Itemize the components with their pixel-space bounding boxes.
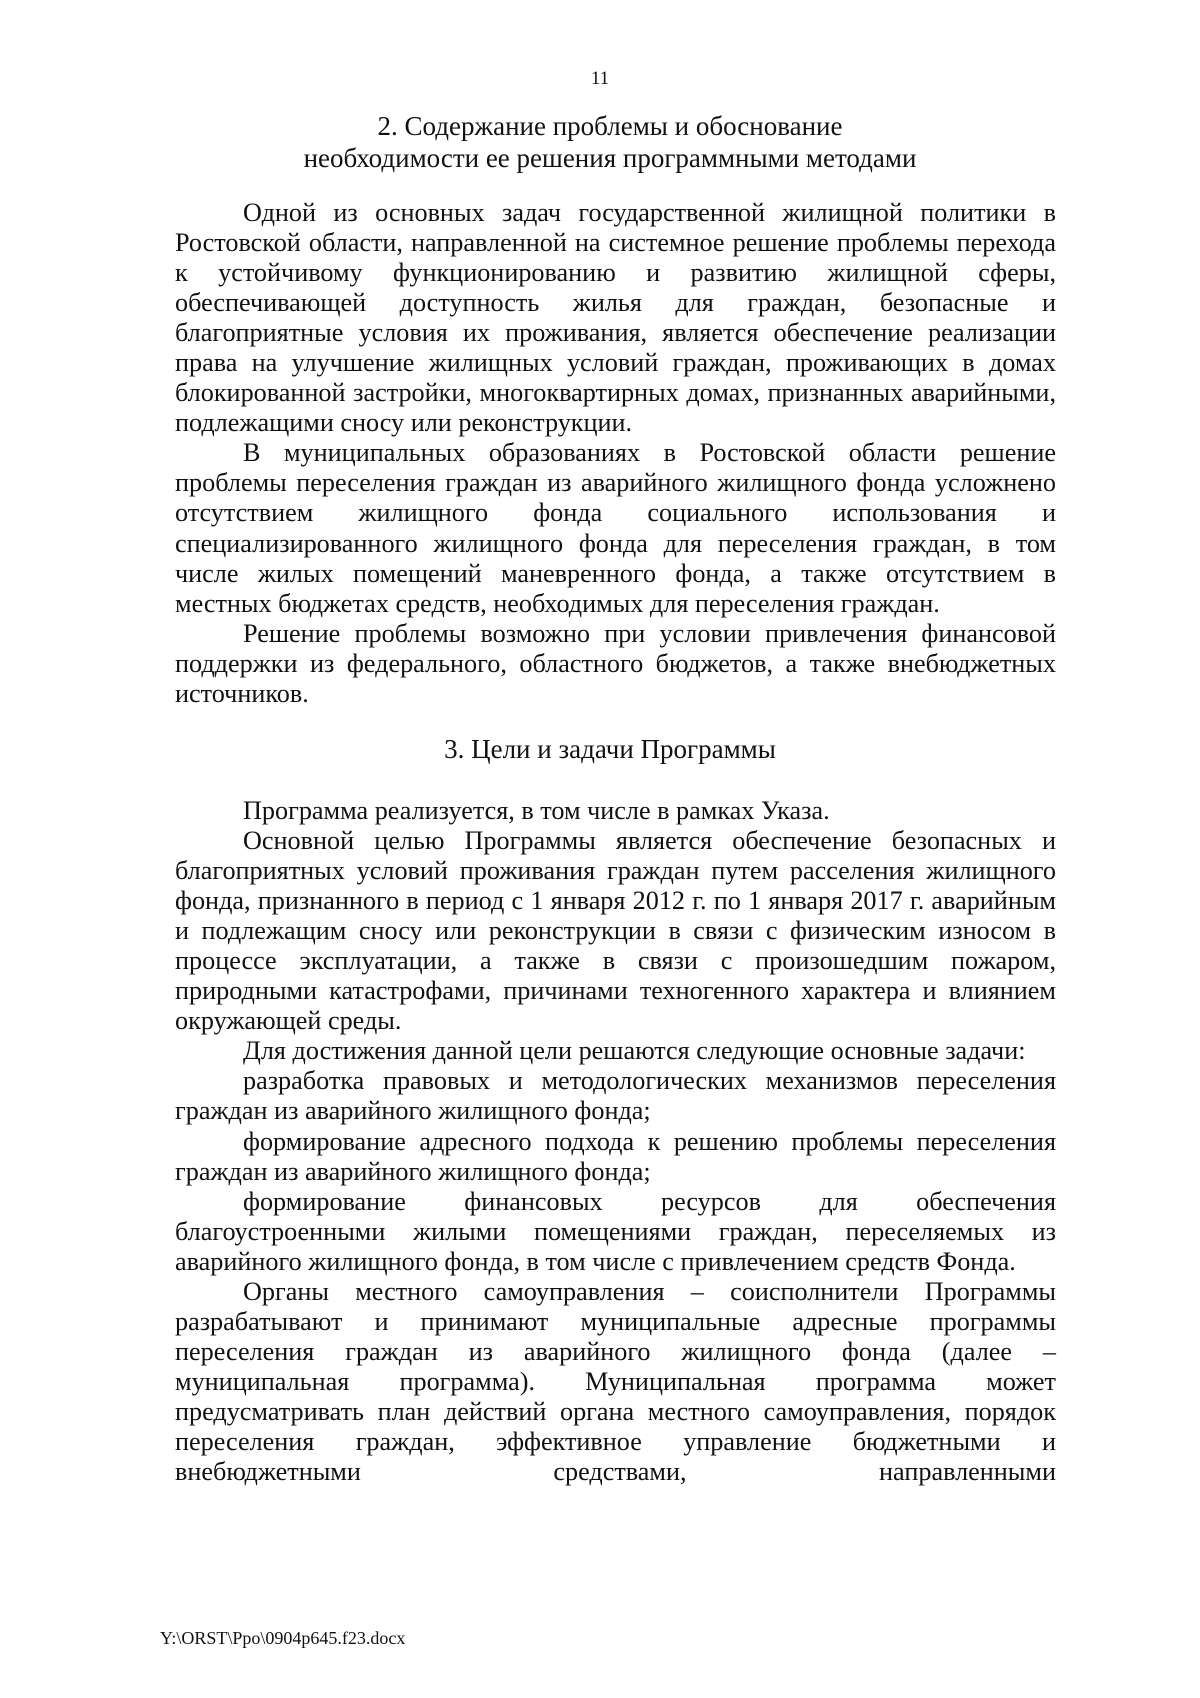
section-2-body bbox=[175, 198, 1056, 709]
section-2-title-line-2: необходимости ее решения программными методами bbox=[303, 143, 917, 173]
paragraph: разработка правовых и методологических механизмов переселения граждан из аварийного жилищного фонда; bbox=[175, 1066, 1056, 1126]
paragraph: Решение проблемы возможно при условии привлечения финансовой поддержки из федерального, областного бюджетов, а также внебюджетных источников. bbox=[175, 618, 1056, 708]
section-3-body bbox=[175, 796, 1056, 1487]
paragraph: Для достижения данной цели решаются следующие основные задачи: bbox=[243, 1036, 1026, 1066]
section-2-heading bbox=[160, 110, 1060, 174]
paragraph: Органы местного самоуправления – соисполнители Программы разрабатывают и принимают муниципальные адресные программы переселения граждан из аварийного жилищного фонда (далее – муниципальная программа). Муниципальная программа может предусматривать план действий органа местного самоуправления, порядок переселения граждан, эффективное управление бюджетными и внебюджетными средствами, направленными bbox=[175, 1276, 1056, 1487]
paragraph: Одной из основных задач государственной жилищной политики в Ростовской области, направленной на системное решение проблемы перехода к устойчивому функционированию и развитию жилищной сферы, обеспечивающей доступность жилья для граждан, безопасные и благоприятные условия их проживания, является обеспечение реализации права на улучшение жилищных условий граждан, проживающих в домах блокированной застройки, многоквартирных домах, признанных аварийными, подлежащими сносу или реконструкции. bbox=[175, 198, 1056, 438]
footer-file-path: Y:\ORST\Ppo\0904p645.f23.docx bbox=[160, 1628, 406, 1648]
section-3-heading: 3. Цели и задачи Программы bbox=[444, 734, 776, 764]
paragraph: формирование финансовых ресурсов для обеспечения благоустроенными жилыми помещениями граждан, переселяемых из аварийного жилищного фонда, в том числе с привлечением средств Фонда. bbox=[175, 1186, 1056, 1276]
paragraph: Программа реализуется, в том числе в рамках Указа. bbox=[243, 796, 830, 825]
section-2-title-line-1: 2. Содержание проблемы и обоснование bbox=[377, 111, 843, 141]
paragraph: В муниципальных образованиях в Ростовской области решение проблемы переселения граждан из аварийного жилищного фонда усложнено отсутствием жилищного фонда социального использования и специализированного жилищного фонда для переселения граждан, в том числе жилых помещений маневренного фонда, а также отсутствием в местных бюджетах средств, необходимых для переселения граждан. bbox=[175, 438, 1056, 618]
page-number: 11 bbox=[590, 68, 610, 89]
paragraph: формирование адресного подхода к решению проблемы переселения граждан из аварийного жилищного фонда; bbox=[175, 1126, 1056, 1186]
paragraph: Основной целью Программы является обеспечение безопасных и благоприятных условий проживания граждан путем расселения жилищного фонда, признанного в период с 1 января 2012 г. по 1 января 2017 г. аварийным и подлежащим сносу или реконструкции в связи с физическим износом в процессе эксплуатации, а также в связи с произошедшим пожаром, природными катастрофами, причинами техногенного характера и влиянием окружающей среды. bbox=[175, 826, 1056, 1036]
